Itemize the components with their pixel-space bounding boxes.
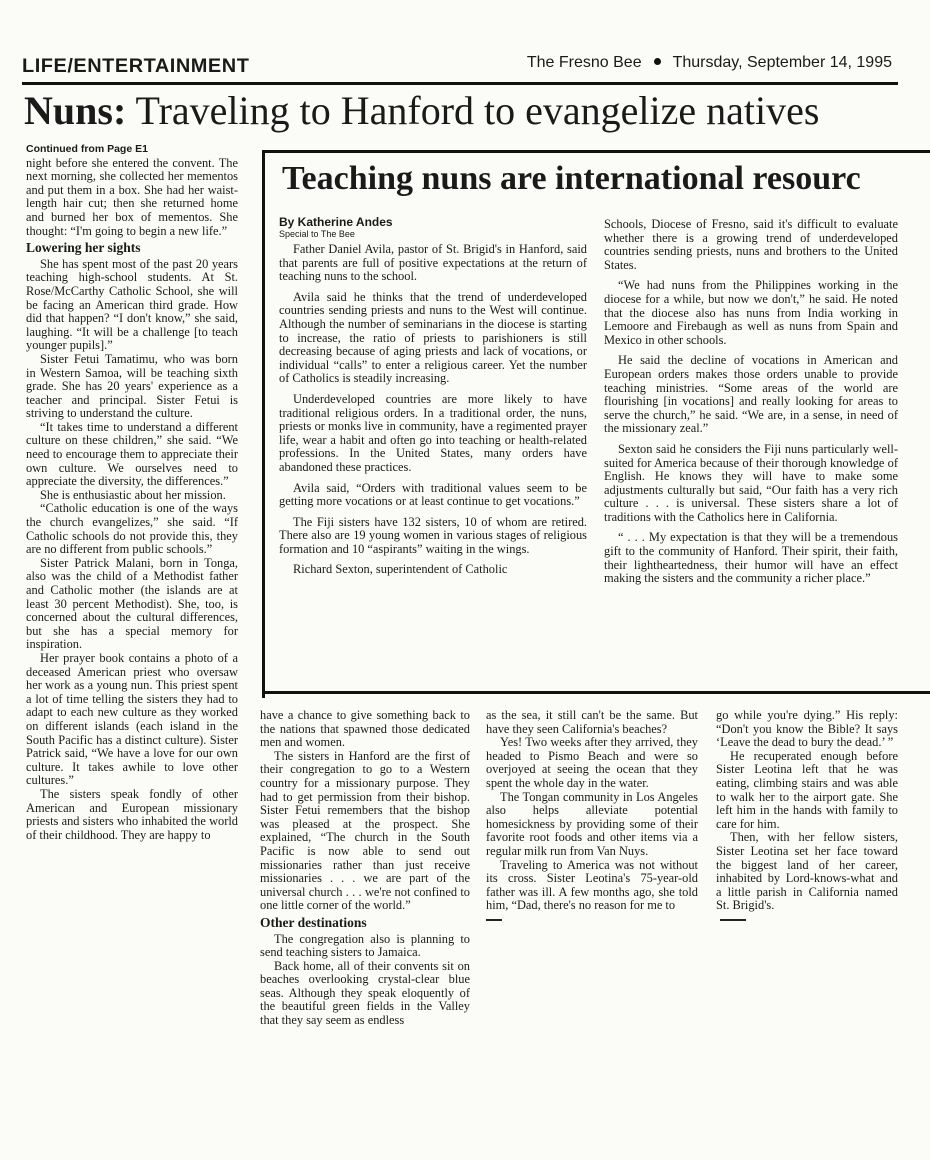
headline-lead: Nuns: (24, 88, 127, 133)
paragraph: night before she entered the convent. The next morning, she collected her mementos and put them in a box. She had her waist-length hair cut; then she returned home and burned her box of mementos. She thought: “I'm going to begin a new life.” (26, 155, 238, 238)
bottom-column-1 (260, 709, 470, 1129)
end-mark (720, 919, 746, 921)
paragraph: He said the decline of vocations in American and European orders makes those orders unable to provide teaching ministries. “Some areas of the world are flourishing [in vocations] and really looking for areas to serve the church,” he said. “We are, in a sense, in need of the missionary zeal.” (604, 353, 898, 436)
paragraph: “It takes time to understand a different culture on these children,” she said. “We need to encourage them to appreciate their own culture. We ourselves need to appreciate the diversity, the differences.” (26, 419, 238, 489)
paragraph: Richard Sexton, superintendent of Catholic (293, 562, 508, 577)
paragraph: He recuperated enough before Sister Leotina left that he was eating, climbing stairs and was able to walk her to the airport gate. She left him in the hands with family to care for him. (716, 748, 898, 831)
main-headline (24, 87, 924, 135)
continued-from: Continued from Page E1 (26, 143, 148, 155)
masthead (22, 48, 892, 82)
paragraph: Sister Fetui Tamatimu, who was born in Western Samoa, will be teaching sixth grade. She has 20 years' experience as a teacher and principal. Sister Fetui is striving to understand the culture. (26, 351, 238, 421)
paragraph: Sister Patrick Malani, born in Tonga, also was the child of a Methodist father and Catholic mother (the islands are at least 30 percent Methodist). She, too, is concerned about the cultural differences, but she has a special memory for inspiration. (26, 555, 238, 652)
paragraph: She has spent most of the past 20 years teaching high-school students. At St. Rose/McCarthy Catholic School, she will be facing an American third grade. How did that happen? “I don't know,” she said, laughing. “It will be a challenge [to teach younger pupils].” (26, 256, 238, 353)
left-column (26, 143, 238, 1143)
sidebar-bottom-rule (262, 691, 930, 694)
paragraph: Traveling to America was not without its cross. Sister Leotina's 75-year-old father was ill. A few months ago, she told him, “Dad, there's no reason for me to (486, 857, 698, 913)
end-mark (486, 919, 502, 921)
paragraph: The sisters in Hanford are the first of their congregation to go to a Western country for a missionary purpose. They had to get permission from their bishop. Sister Fetui remembers that the bishop was pleased at the prospect. She explained, “The church in the South Pacific is now able to send out missionaries rather than just receive missionaries . . . we are part of the universal church . . . we're not confined to one little corner of the world.” (260, 748, 470, 913)
paragraph: Avila said, “Orders with traditional values seem to be getting more vocations or at least continue to get vocations.” (279, 480, 587, 509)
paragraph: go while you're dying.” His reply: “Don't you know the Bible? It says ‘Leave the dead to bury the dead.’ ” (716, 709, 898, 750)
paragraph: She is enthusiastic about her mission. (40, 487, 226, 502)
byline-note: Special to The Bee (279, 229, 355, 239)
paragraph: have a chance to give something back to the nations that spawned those dedicated men and women. (260, 709, 470, 750)
section-label: LIFE/ENTERTAINMENT (22, 56, 250, 77)
paragraph: “ . . . My expectation is that they will be a tremendous gift to the community of Hanford. Their spirit, their faith, their lightheartedness, their humor will have an effect making the sisters and the community a richer place.” (604, 530, 898, 586)
bottom-column-2 (486, 709, 698, 1009)
byline: By Katherine Andes (279, 216, 393, 229)
publication-date: Thursday, September 14, 1995 (672, 54, 892, 71)
sidebar-column-1 (279, 216, 587, 686)
subhead-lowering-her-sights: Lowering her sights (26, 240, 141, 256)
paragraph: Father Daniel Avila, pastor of St. Brigid's in Hanford, said that parents are full of positive expectations at the return of teaching nuns to the school. (279, 242, 587, 284)
paragraph: Sexton said he considers the Fiji nuns particularly well-suited for America because of their thorough knowledge of English. He knows they will have to make some adjustments culturally but said, “Our faith has a very rich culture . . . is universal. These sisters share a lot of traditions with the Catholics here in California. (604, 441, 898, 524)
paragraph: Underdeveloped countries are more likely to have traditional religious orders. In a traditional order, the nuns, priests or monks live in community, have a regimented prayer life, wear a habit and often go into teaching or health-related professions. In the United States, many orders have abandoned these practices. (279, 391, 587, 474)
bottom-column-3 (716, 709, 898, 969)
paragraph: Schools, Diocese of Fresno, said it's difficult to evaluate whether there is a growing trend of underdeveloped countries sending priests, nuns and brothers to the United States. (604, 218, 898, 272)
paragraph: The Tongan community in Los Angeles also helps alleviate potential homesickness by providing some of their favorite root foods and other items via a regular milk run from Van Nuys. (486, 789, 698, 858)
paragraph: “Catholic education is one of the ways the church evangelizes,” she said. “If Catholic schools do not provide this, they are no different from public schools.” (26, 501, 238, 557)
paragraph: Then, with her fellow sisters, Sister Leotina set her face toward the biggest land of her career, inhabited by Lord-knows-what and a little parish in California named St. Brigid's. (716, 830, 898, 913)
sidebar-headline: Teaching nuns are international resourc (282, 160, 861, 197)
publication-name: The Fresno Bee (526, 54, 642, 71)
paragraph: The congregation also is planning to send teaching sisters to Jamaica. (260, 931, 470, 960)
paragraph: The sisters speak fondly of other American and European missionary priests and sisters who inhabited the world of their childhood. They are happy to (26, 786, 238, 842)
paragraph: “We had nuns from the Philippines working in the diocese for a while, but now we don't,” he said. He noted that the diocese also has nuns from India working in Lemoore and Firebaugh as well as nuns from Spain and Mexico in other schools. (604, 278, 898, 347)
sidebar-column-2 (604, 218, 898, 688)
paragraph: Avila said he thinks that the trend of underdeveloped countries sending priests and nuns to the West will continue. Although the number of seminarians in the diocese is starting to increase, the ratio of priests to parishioners is still decreasing because of aging priests and lack of vocations, or individual “calls” to enter a religious career. Yet the number of Catholics is steadily increasing. (279, 289, 587, 386)
masthead-rule (22, 82, 898, 85)
headline-rest: Traveling to Hanford to evangelize natives (126, 88, 820, 133)
subhead-other-destinations: Other destinations (260, 914, 367, 930)
paragraph: Her prayer book contains a photo of a deceased American priest who oversaw her work as a young nun. This priest spent a lot of time telling the sisters they had to adapt to each new culture as they worked on different islands (each island in the South Pacific has a distinct culture). Sister Patrick said, “We have a love for our own culture. It takes awhile to love other cultures.” (26, 650, 238, 788)
paragraph: as the sea, it still can't be the same. But have they seen California's beaches? (486, 709, 698, 736)
publication-line (527, 54, 892, 72)
paragraph: The Fiji sisters have 132 sisters, 10 of whom are retired. There also are 19 young women in various stages of religious formation and 10 “aspirants” waiting in the wings. (279, 514, 587, 556)
paragraph: Yes! Two weeks after they arrived, they headed to Pismo Beach and were so overjoyed at seeing the ocean that they spent the whole day in the water. (486, 735, 698, 790)
bullet-icon (654, 58, 661, 65)
paragraph: Back home, all of their convents sit on beaches overlooking crystal-clear blue seas. Although they speak eloquently of the beautiful green fields in the Valley that they say seem as endless (260, 958, 470, 1028)
